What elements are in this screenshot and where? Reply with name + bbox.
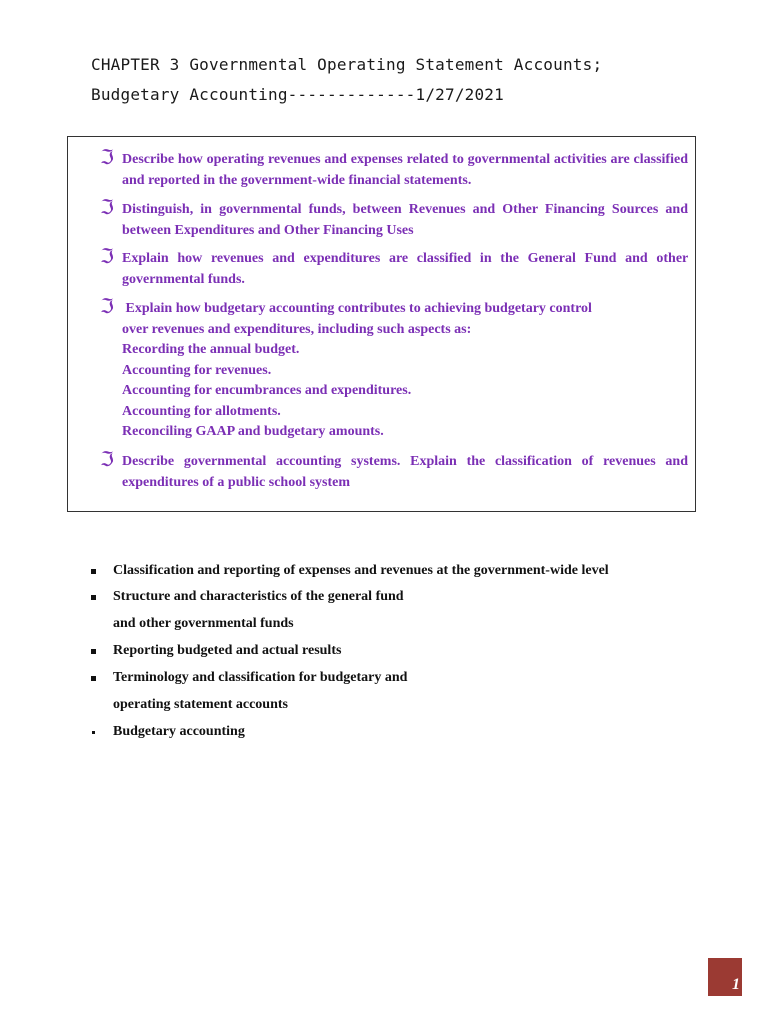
objective-text — [122, 150, 688, 191]
page-number: 1 — [732, 976, 740, 993]
fraktur-bullet-icon: ℑ — [100, 447, 114, 471]
topic-text: Budgetary accounting — [113, 724, 245, 739]
topic-text: Structure and characteristics of the general fund — [113, 589, 404, 604]
objective-line: Accounting for revenues. — [122, 362, 272, 378]
objective-line: over revenues and expenditures, including such aspects as: — [122, 321, 472, 337]
square-bullet-icon — [91, 569, 96, 574]
objective-item — [100, 294, 688, 443]
objective-item — [100, 145, 688, 191]
fraktur-bullet-icon: ℑ — [100, 195, 114, 219]
objective-line: and between Expenditures and Other Financing Uses — [122, 202, 688, 238]
topic-text: operating statement accounts — [113, 697, 288, 712]
objective-text — [122, 249, 688, 290]
square-bullet-icon — [92, 731, 95, 734]
square-bullet-icon — [91, 595, 96, 600]
objective-line: Explain how revenues and expenditures are classified in the General Fund and other — [122, 251, 688, 266]
fraktur-bullet-icon: ℑ — [100, 294, 114, 318]
topic-text: and other governmental funds — [113, 616, 294, 631]
learning-objectives-box — [67, 136, 696, 512]
fraktur-bullet-icon: ℑ — [100, 145, 114, 169]
square-bullet-icon — [91, 649, 96, 654]
objective-line: governmental funds. — [122, 271, 245, 287]
objective-line: expenditures of a public school system — [122, 474, 351, 490]
objective-line: Explain how budgetary accounting contributes to achieving budgetary control — [122, 301, 592, 316]
fraktur-bullet-icon: ℑ — [100, 244, 114, 268]
objective-line: Reconciling GAAP and budgetary amounts. — [122, 424, 384, 439]
chapter-title — [91, 50, 711, 110]
objective-line: Distinguish, in governmental funds, between Revenues and Other Financing Sources — [122, 202, 659, 217]
chapter-title-line-2: Budgetary Accounting-------------1/27/2021 — [91, 85, 504, 104]
topic-text: Terminology and classification for budgetary and — [113, 670, 408, 685]
page-number-badge — [708, 958, 742, 996]
objective-line: Describe governmental accounting systems. Explain the classification of revenues and — [122, 454, 688, 469]
objective-line: Recording the annual budget. — [122, 342, 300, 357]
objective-item — [100, 195, 688, 241]
objective-text — [122, 452, 688, 493]
topic-text: Reporting budgeted and actual results — [113, 643, 342, 658]
objective-line: classified and reported in the government-wide financial statements. — [122, 152, 688, 188]
objective-line: Accounting for allotments. — [122, 403, 281, 419]
objective-text — [122, 200, 688, 241]
square-bullet-icon — [91, 676, 96, 681]
objective-item — [100, 447, 688, 493]
objective-line: Accounting for encumbrances and expenditures. — [122, 383, 412, 398]
objective-item — [100, 244, 688, 290]
chapter-title-line-1: CHAPTER 3 Governmental Operating Statement Accounts; — [91, 55, 603, 74]
objective-line: Describe how operating revenues and expenses related to governmental activities are — [122, 152, 630, 167]
topic-text: Classification and reporting of expenses and revenues at the government-wide level — [113, 563, 609, 578]
